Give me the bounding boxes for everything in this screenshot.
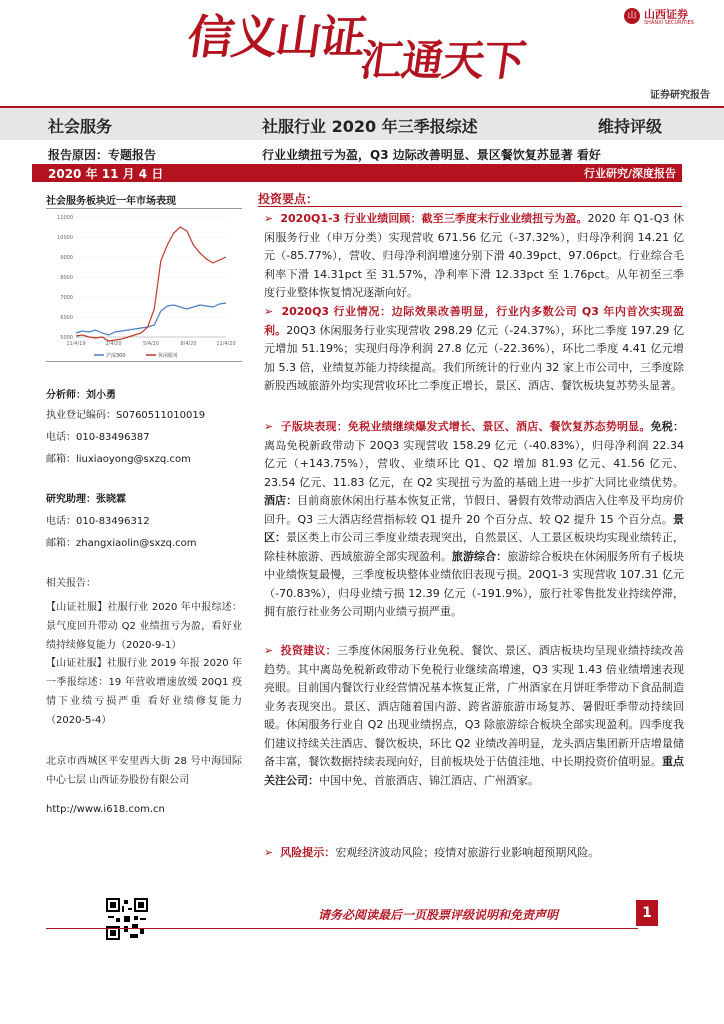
y-tick-label: 8000 — [60, 275, 73, 281]
logo-en: SHANXI SECURITIES — [644, 20, 694, 26]
slogan — [184, 10, 531, 85]
slogan-part2: 汇通天下 — [357, 36, 529, 85]
date-bar — [32, 164, 682, 182]
analyst-2-phone: 电话：010-83496312 — [46, 516, 150, 527]
section-investment-advice: ➢ 投资建议：三季度休闲服务行业免税、餐饮、景区、酒店板块均呈现业绩持续改善趋势。其中离岛免税新政带动下免税行业继续高增速，Q3 实现 1.43 倍业绩增速表现亮眼。目前国内餐饮行业经营情况基本恢复正常，广州酒家在月饼旺季带动下食品制造业务表现突出。景区、酒店随着国内游、跨省游旅游市场复苏、暑假旺季带动持续回暖。休闲服务行业自 Q2 出现业绩拐点，Q3 除旅游综合板块全部实现盈利。四季度我们建议持续关注酒店、餐饮板块，环比 Q2 业绩改善明显，龙头酒店集团新开店增量储备丰富，餐饮数据持续表现向好，目前板块处于估值洼地、中长期投资价值明显。重点关注公司：中国中免、首旅酒店、锦江酒店、广州酒家。 — [264, 644, 685, 787]
report-date: 2020 年 11 月 4 日 — [48, 167, 164, 181]
disclaimer-note: 请务必阅读最后一页股票评级说明和免责声明 — [318, 908, 559, 922]
analyst-2 — [46, 490, 246, 510]
section-performance-review: ➢ 2020Q1-3 行业业绩回顾：截至三季度末行业业绩扭亏为盈。2020 年 Q1-Q3 休闲服务行业（申万分类）实现营收 671.56 亿元（-37.32%），归母净利润 14.21 亿元（-85.77%），营收、归母净利润增速分别下滑 40.39pct、97.06pct。行业综合毛利率下滑 14.31pct 至 31.57%，净利率下滑 12.33pct 至 1.76pct。从年初至三季度行业整体恢复情况逐渐向好。 — [264, 212, 685, 299]
key-points-title: 投资要点： — [258, 192, 319, 206]
qr-code-icon — [106, 898, 148, 940]
y-tick-label: 7000 — [60, 295, 73, 301]
related-title: 相关报告： — [46, 578, 96, 589]
footer-divider — [46, 928, 638, 929]
slogan-part1: 信义山证 — [184, 10, 368, 64]
logo-cn: 山西证券 — [644, 8, 688, 21]
analyst-1-cert: 执业登记编码：S0760511010019 — [46, 410, 206, 421]
arrow-icon: ➢ — [264, 644, 274, 657]
x-tick-label: 11/4/19 — [66, 341, 86, 347]
related-report-2[interactable]: 【山证社服】社服行业 2019 年报 2020 年一季报综述：19 年营收增速放缓 20Q1 疫情下业绩亏损严重 看好业绩修复能力（2020-5-4） — [46, 658, 242, 726]
arrow-icon: ➢ — [264, 305, 274, 318]
section-risk: ➢ 风险提示：宏观经济波动风险；疫情对旅游行业影响超预期风险。 — [264, 846, 600, 859]
company-website[interactable]: http://www.i618.com.cn — [46, 804, 165, 815]
legend-label: 休闲服务 — [158, 353, 179, 359]
related-report-1[interactable]: 【山证社服】社服行业 2020 年中报综述：景气度回升带动 Q2 业绩扭亏为盈，看好业绩持续修复能力（2020-9-1） — [46, 602, 242, 651]
logo-icon: 山 — [624, 8, 640, 24]
chart-svg — [46, 209, 242, 363]
arrow-icon: ➢ — [264, 212, 274, 225]
company-logo — [624, 6, 720, 32]
company-address: 北京市西城区平安里西大街 28 号中海国际中心七层 山西证券股份有限公司 — [46, 756, 242, 786]
document-title: 社服行业 2020 年三季报综述 — [262, 117, 478, 136]
title-bar — [0, 106, 724, 140]
analyst-1 — [46, 386, 246, 406]
report-category: 行业研究/深度报告 — [583, 167, 676, 180]
y-tick-label: 9000 — [60, 255, 73, 261]
x-tick-label: 8/4/20 — [180, 341, 197, 347]
industry: 社会服务 — [48, 117, 113, 136]
chart-title: 社会服务板块近一年市场表现 — [46, 196, 176, 207]
analyst-1-phone: 电话：010-83496387 — [46, 432, 150, 443]
assistant-name: 张晓霖 — [96, 494, 126, 505]
market-chart — [46, 208, 242, 362]
x-tick-label: 11/4/20 — [216, 341, 236, 347]
y-tick-label: 11000 — [57, 215, 73, 221]
header-banner — [0, 0, 724, 108]
series-line — [76, 227, 226, 341]
arrow-icon: ➢ — [264, 420, 274, 433]
rating: 维持评级 — [598, 117, 663, 136]
section-subsectors: ➢ 子版块表现：免税业绩继续爆发式增长、景区、酒店、餐饮复苏态势明显。免税：离岛免税新政带动下 20Q3 实现营收 158.29 亿元（-40.83%），归母净利润 22.34 亿元（+143.75%），营收、业绩环比 Q1、Q2 增加 81.93 亿元、41.56 亿元、23.54 亿元、11.83 亿元，在 Q2 实现扭亏为盈的基础上进一步扩大同比业绩优势。酒店：目前商旅休闲出行基本恢复正常，节假日、暑假有效带动酒店入住率及平均房价回升。Q3 三大酒店经营指标较 Q1 提升 20 个百分点、较 Q2 提升 15 个百分点。景区：景区类上市公司三季度业绩表现突出，自然景区、人工景区板块均实现业绩转正，除桂林旅游、西域旅游全部实现盈利。旅游综合：旅游综合板块在休闲服务所有子板块中业绩恢复最慢，三季度板块整体业绩依旧表现亏损。20Q1-3 实现营收 107.31 亿元（-70.83%），归母业绩亏损 12.39 亿元（-191.9%），旅行社零售批发业持续停滞，拥有旅行社业务公司期内业绩亏损严重。 — [264, 420, 685, 618]
legend-label: 沪深300 — [106, 353, 126, 359]
x-tick-label: 2/4/20 — [105, 341, 122, 347]
assistant-label: 研究助理： — [46, 494, 96, 505]
report-reason: 报告原因：专题报告 — [48, 148, 157, 162]
y-tick-label: 6000 — [60, 315, 73, 321]
key-points-divider — [258, 206, 682, 207]
report-type: 证券研究报告 — [650, 90, 710, 101]
arrow-icon: ➢ — [264, 846, 274, 859]
analyst-label: 分析师： — [46, 390, 86, 401]
y-tick-label: 10000 — [57, 235, 73, 241]
analyst-2-email[interactable]: 邮箱：zhangxiaolin@sxzq.com — [46, 538, 197, 549]
analyst-name: 刘小勇 — [86, 390, 116, 401]
section-q3-situation: ➢ 2020Q3 行业情况：边际效果改善明显，行业内多数公司 Q3 年内首次实现盈利。20Q3 休闲服务行业实现营收 298.29 亿元（-24.37%），环比二季度 197.29 亿元增加 51.19%；实现归母净利润 27.8 亿元（-22.36%），环比二季度 4.41 亿元增加 5.3 倍，业绩复苏能力持续提高。我们所统计的行业内 32 家上市公司中，三季度除新股西域旅游外均实现营收环比二季度正增长，景区、酒店、餐饮板块复苏势头显著。 — [264, 305, 685, 392]
page-number: 1 — [636, 900, 658, 926]
analyst-1-email[interactable]: 邮箱：liuxiaoyong@sxzq.com — [46, 454, 191, 465]
x-tick-label: 5/4/20 — [142, 341, 160, 347]
y-tick-label: 5000 — [60, 335, 73, 341]
report-subtitle: 行业业绩扭亏为盈，Q3 边际改善明显、景区餐饮复苏显著 看好 — [262, 148, 601, 162]
